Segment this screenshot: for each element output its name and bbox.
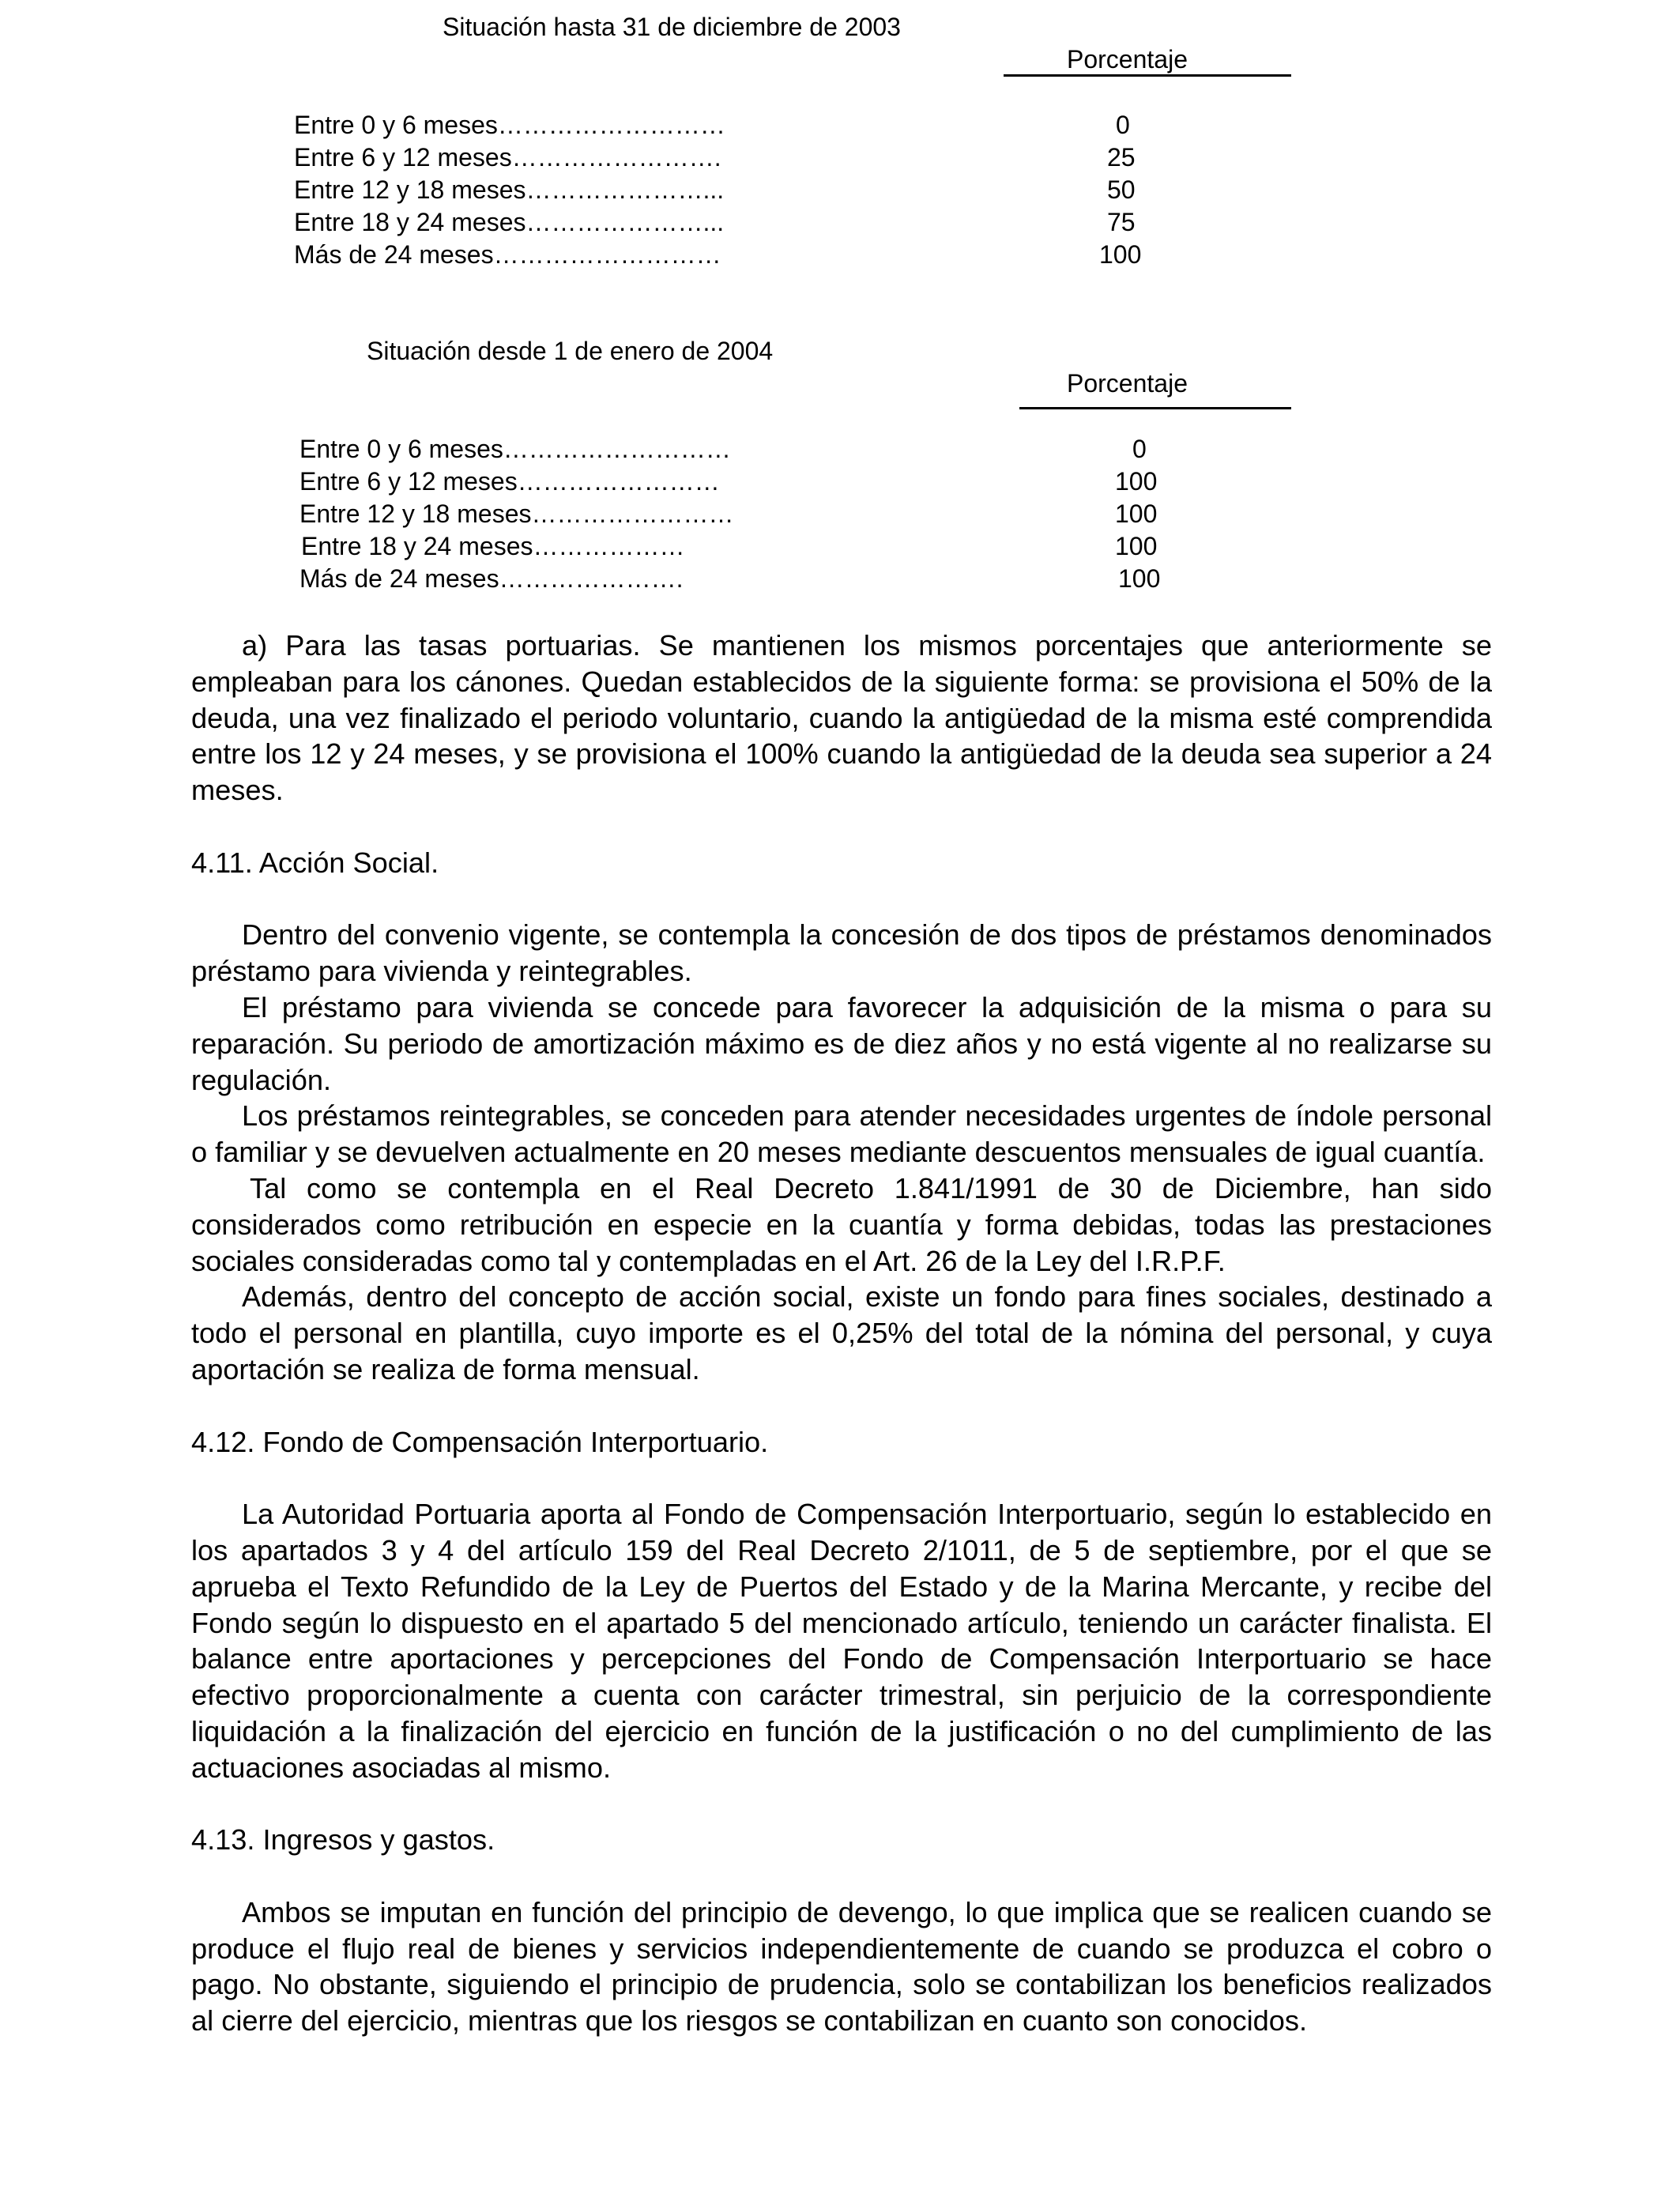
paragraph: Dentro del convenio vigente, se contempla la concesión de dos tipos de préstamos denominados préstamo para vivienda y reintegrables. (191, 918, 1492, 988)
table2-title: Situación desde 1 de enero de 2004 (367, 337, 774, 365)
paragraph: Además, dentro del concepto de acción social, existe un fondo para fines sociales, destinado a todo el personal en plantilla, cuyo importe es el 0,25% del total de la nómina del personal, y cuya aportación se realiza de forma mensual. (191, 1280, 1492, 1385)
row-value: 100 (1115, 499, 1158, 528)
row-value: 50 (1107, 175, 1136, 204)
row-label: Entre 0 y 6 meses……………………… (299, 435, 731, 463)
row-value: 100 (1115, 467, 1158, 496)
paragraph: Los préstamos reintegrables, se conceden para atender necesidades urgentes de índole personal o familiar y se devuelven actualmente en 20 meses mediante descuentos mensuales de igual cuantía. (191, 1099, 1492, 1169)
paragraph-a-port-fees: a) Para las tasas portuarias. Se mantienen los mismos porcentajes que anteriormente se empleaban para los cánones. Quedan establecidos de la siguiente forma: se provisiona el 50% de la deuda, una vez finalizado el periodo voluntario, cuando la antigüedad de la misma esté comprendida entre los 12 y 24 meses, y se provisiona el 100% cuando la antigüedad de la deuda sea superior a 24 meses. (191, 629, 1492, 807)
row-value: 25 (1107, 143, 1136, 172)
paragraph: El préstamo para vivienda se concede para favorecer la adquisición de la misma o para su reparación. Su periodo de amortización máximo es de diez años y no está vigente al no realizarse su regulación. (191, 990, 1492, 1096)
table1-column-header: Porcentaje (1067, 45, 1188, 74)
row-label: Entre 12 y 18 meses…………………... (294, 175, 725, 204)
table-row (299, 563, 683, 595)
row-value: 100 (1099, 240, 1142, 269)
section-heading-4-11: 4.11. Acción Social. (191, 846, 439, 879)
row-value: 75 (1107, 208, 1136, 236)
table-row (294, 239, 721, 271)
row-value: 0 (1116, 111, 1130, 139)
section-heading-4-13: 4.13. Ingresos y gastos. (191, 1823, 495, 1857)
paragraph: La Autoridad Portuaria aporta al Fondo de Compensación Interportuario, según lo establecido en los apartados 3 y 4 del artículo 159 del Real Decreto 2/1011, de 5 de septiembre, por el que se aprueba el Texto Refundido de la Ley de Puertos del Estado y de la Marina Mercante, y recibe del Fondo según lo dispuesto en el apartado 5 del mencionado artículo, teniendo un carácter finalista. El balance entre aportaciones y percepciones del Fondo de Compensación Interportuario se hace efectivo proporcionalmente a cuenta con carácter trimestral, sin perjuicio de la correspondiente liquidación a la finalización del ejercicio en función de la justificación o no del cumplimiento de las actuaciones asociadas al mismo. (191, 1498, 1492, 1784)
table-row (294, 174, 724, 206)
table-row (301, 530, 684, 563)
table1-title: Situación hasta 31 de diciembre de 2003 (443, 13, 901, 41)
document-body (191, 628, 1492, 2039)
row-label: Más de 24 meses……………………… (294, 240, 721, 269)
row-label: Entre 6 y 12 meses…………………… (299, 467, 720, 496)
table2-column-header: Porcentaje (1067, 369, 1188, 398)
table2-header-rule (1019, 407, 1291, 409)
row-label: Más de 24 meses…………………. (299, 564, 684, 593)
row-label: Entre 0 y 6 meses……………………… (294, 111, 725, 139)
table-row (294, 109, 725, 141)
row-label: Entre 18 y 24 meses…………………... (294, 208, 725, 236)
row-label: Entre 12 y 18 meses…………………… (299, 499, 734, 528)
row-label: Entre 6 y 12 meses……………………. (294, 143, 721, 172)
table-row (294, 206, 724, 239)
table-row (299, 466, 720, 498)
table-row (299, 433, 731, 466)
paragraph: Tal como se contempla en el Real Decreto 1.841/1991 de 30 de Diciembre, han sido considerados como retribución en especie en la cuantía y forma debidas, todas las prestaciones sociales consideradas como tal y contempladas en el Art. 26 de la Ley del I.R.P.F. (191, 1171, 1492, 1277)
table-row (294, 141, 721, 174)
section-heading-4-12: 4.12. Fondo de Compensación Interportuario. (191, 1425, 769, 1458)
paragraph: Ambos se imputan en función del principio de devengo, lo que implica que se realicen cuando se produce el flujo real de bienes y servicios independientemente de cuando se produzca el cobro o pago. No obstante, siguiendo el principio de prudencia, solo se contabilizan los beneficios realizados al cierre del ejercicio, mientras que los riesgos se contabilizan en cuanto son conocidos. (191, 1895, 1492, 2038)
row-value: 100 (1115, 532, 1158, 560)
table1-header-rule (1004, 74, 1291, 77)
row-value: 100 (1118, 564, 1161, 593)
table-row (299, 498, 733, 530)
row-label: Entre 18 y 24 meses……………… (301, 532, 685, 560)
row-value: 0 (1132, 435, 1147, 463)
